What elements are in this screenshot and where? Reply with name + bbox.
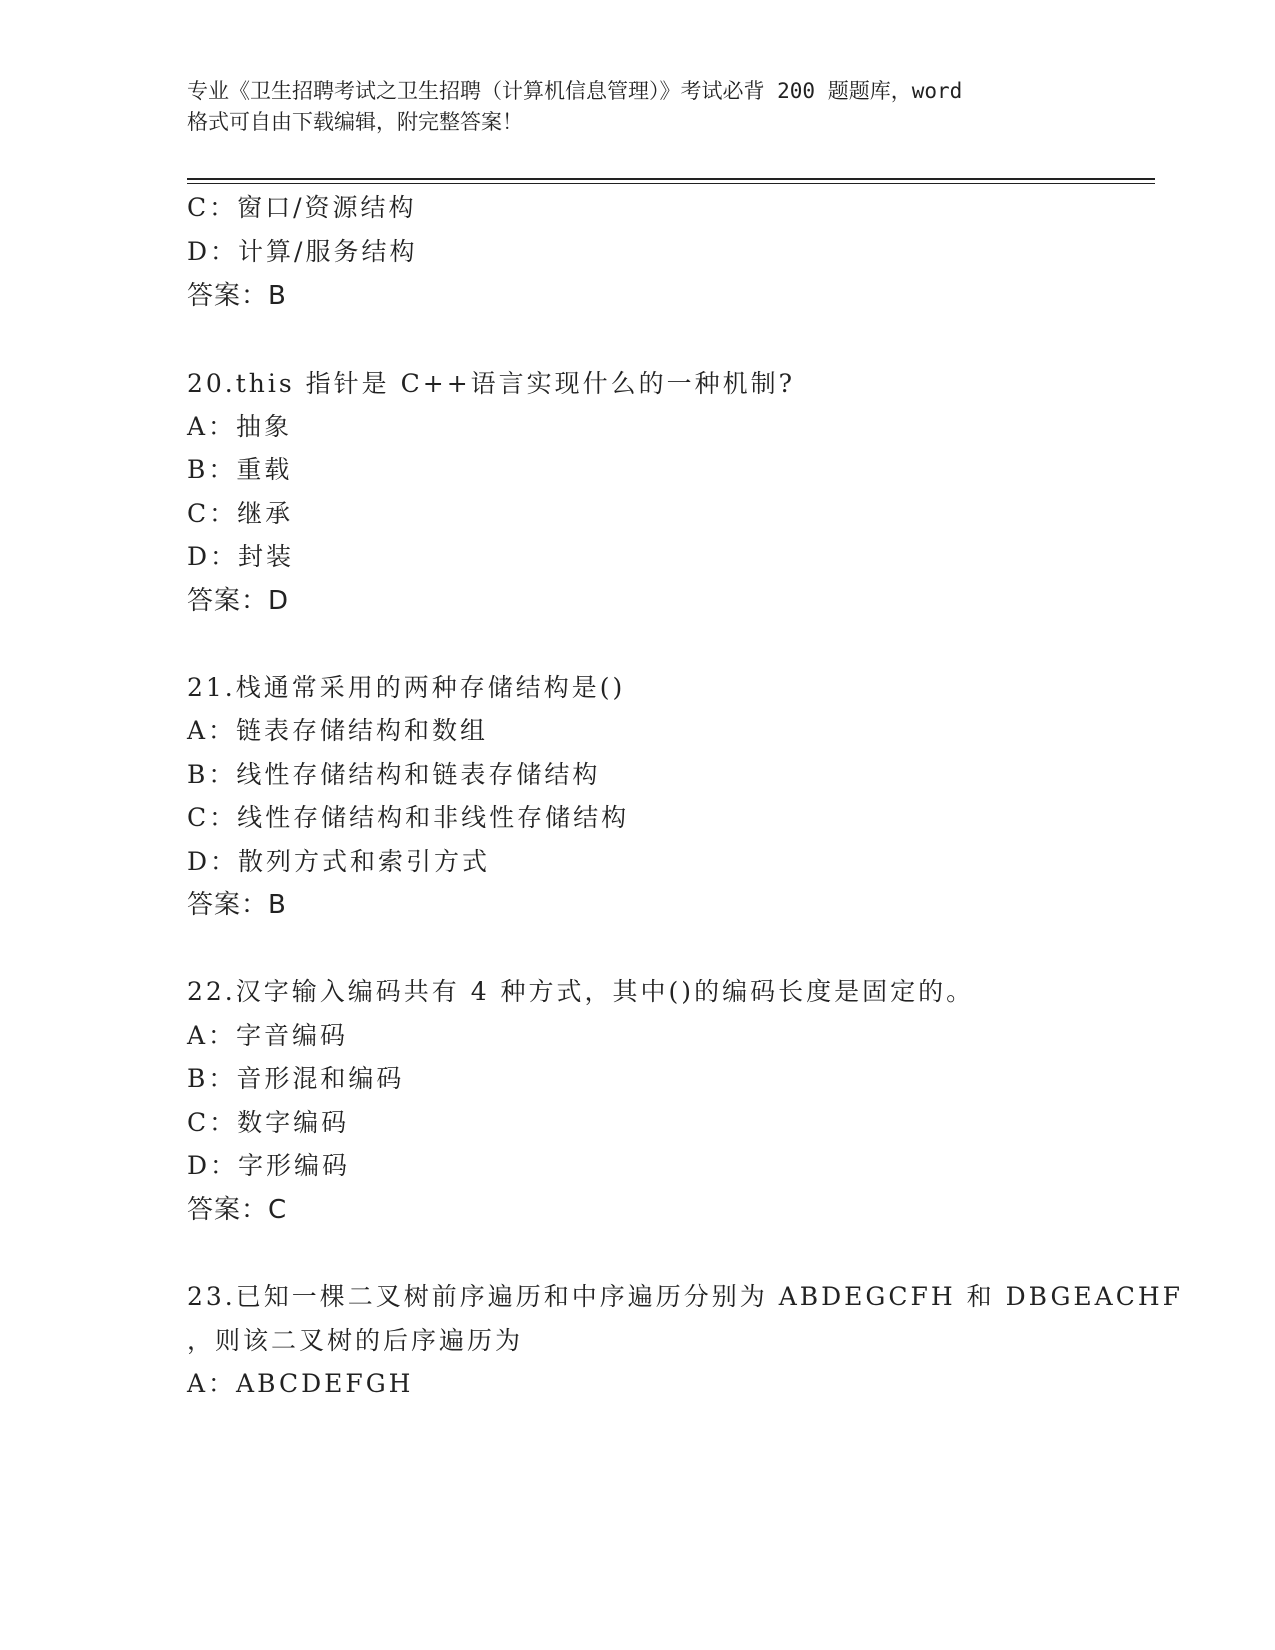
q20-answer: 答案：D <box>187 586 290 616</box>
q19-option-d: D：计算/服务结构 <box>187 237 418 266</box>
q20-question: 20.this 指针是 C++语言实现什么的一种机制? <box>187 369 796 398</box>
header-divider-thin <box>187 183 1155 184</box>
q23-question-line-1: 23.已知一棵二叉树前序遍历和中序遍历分别为 ABDEGCFH 和 DBGEACHF <box>187 1282 1183 1311</box>
q21-answer: 答案：B <box>187 890 287 920</box>
q22-option-c: C：数字编码 <box>187 1108 350 1137</box>
q22-question: 22.汉字输入编码共有 4 种方式，其中()的编码长度是固定的。 <box>187 977 975 1006</box>
q20-option-a: A：抽象 <box>187 412 293 441</box>
header-title-line-1: 专业《卫生招聘考试之卫生招聘（计算机信息管理）》考试必背 200 题题库，word <box>187 79 963 103</box>
q23-question-line-2: ，则该二叉树的后序遍历为 <box>187 1326 524 1355</box>
q21-option-d: D：散列方式和索引方式 <box>187 847 491 876</box>
header-title-line-2: 格式可自由下载编辑，附完整答案！ <box>187 110 523 134</box>
q22-option-b: B：音形混和编码 <box>187 1064 405 1093</box>
q19-option-c: C：窗口/资源结构 <box>187 193 417 222</box>
q20-option-d: D：封装 <box>187 542 295 571</box>
q22-option-a: A：字音编码 <box>187 1021 349 1050</box>
document-header <box>187 76 1087 138</box>
q22-answer: 答案：C <box>187 1195 288 1225</box>
q20-option-c: C：继承 <box>187 499 294 528</box>
q21-option-b: B：线性存储结构和链表存储结构 <box>187 760 601 789</box>
q23-option-a: A：ABCDEFGH <box>187 1369 414 1398</box>
q20-option-b: B：重载 <box>187 455 293 484</box>
q21-question: 21.栈通常采用的两种存储结构是() <box>187 673 626 702</box>
q22-option-d: D：字形编码 <box>187 1151 351 1180</box>
q21-option-c: C：线性存储结构和非线性存储结构 <box>187 803 630 832</box>
header-divider-thick <box>187 178 1155 180</box>
q21-option-a: A：链表存储结构和数组 <box>187 716 489 745</box>
q19-answer: 答案：B <box>187 281 287 311</box>
